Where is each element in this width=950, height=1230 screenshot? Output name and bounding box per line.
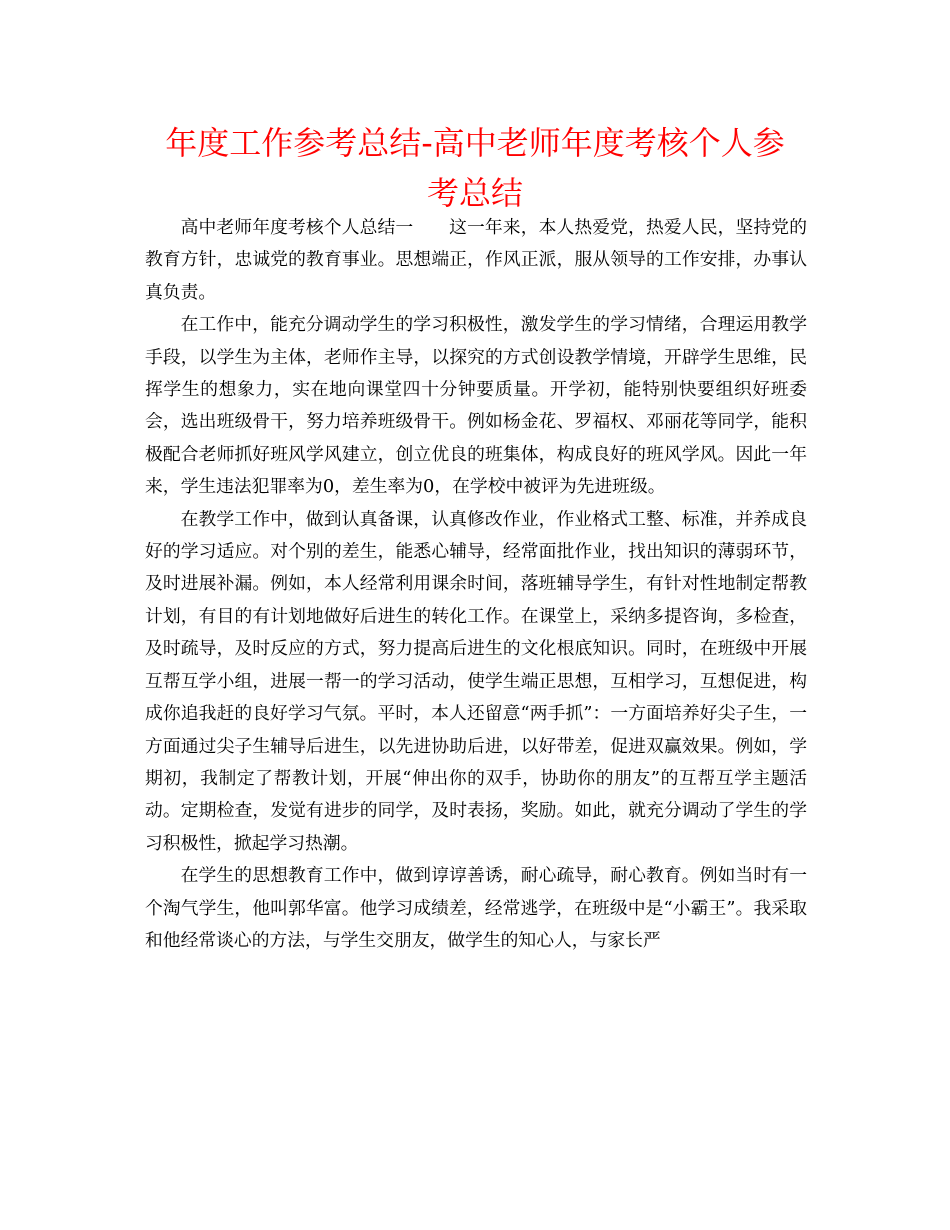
- paragraph: 高中老师年度考核个人总结一 这一年来，本人热爱党，热爱人民，坚持党的教育方针，忠诚党的教育事业。思想端正，作风正派，服从领导的工作安排，办事认真负责。: [145, 217, 807, 303]
- document-title: 年度工作参考总结-高中老师年度考核个人参考总结: [165, 124, 785, 212]
- paragraph: 在教学工作中，做到认真备课，认真修改作业，作业格式工整、标准，并养成良好的学习适应。对个别的差生，能悉心辅导，经常面批作业，找出知识的薄弱环节，及时进展补漏。例如，本人经常利用课余时间，落班辅导学生，有针对性地制定帮教计划，有目的有计划地做好后进生的转化工作。在课堂上，采纳多提咨询，多检查，及时疏导，及时反应的方式，努力提高后进生的文化根底知识。同时，在班级中开展互帮互学小组，进展一帮一的学习活动，使学生端正思想，互相学习，互想促进，构成你追我赶的良好学习气氛。平时，本人还留意“两手抓”：一方面培养好尖子生，一方面通过尖子生辅导后进生，以先进协助后进，以好带差，促进双赢效果。例如，学期初，我制定了帮教计划，开展“伸出你的双手，协助你的朋友”的互帮互学主题活动。定期检查，发觉有进步的同学，及时表扬，奖励。如此，就充分调动了学生的学习积极性，掀起学习热潮。: [145, 508, 807, 854]
- document-body: [145, 212, 807, 957]
- paragraph: 在工作中，能充分调动学生的学习积极性，激发学生的学习情绪，合理运用教学手段，以学生为主体，老师作主导，以探究的方式创设教学情境，开辟学生思维，民挥学生的想象力，实在地向课堂四十分钟要质量。开学初，能特别快要组织好班委会，选出班级骨干，努力培养班级骨干。例如杨金花、罗福权、邓丽花等同学，能积极配合老师抓好班风学风建立，创立优良的班集体，构成良好的班风学风。因此一年来，学生违法犯罪率为0，差生率为0，在学校中被评为先进班级。: [145, 314, 807, 498]
- paragraph: 在学生的思想教育工作中，做到谆谆善诱，耐心疏导，耐心教育。例如当时有一个淘气学生，他叫郭华富。他学习成绩差，经常逃学，在班级中是“小霸王”。我采取和他经常谈心的方法，与学生交朋友，做学生的知心人，与家长严: [145, 865, 807, 951]
